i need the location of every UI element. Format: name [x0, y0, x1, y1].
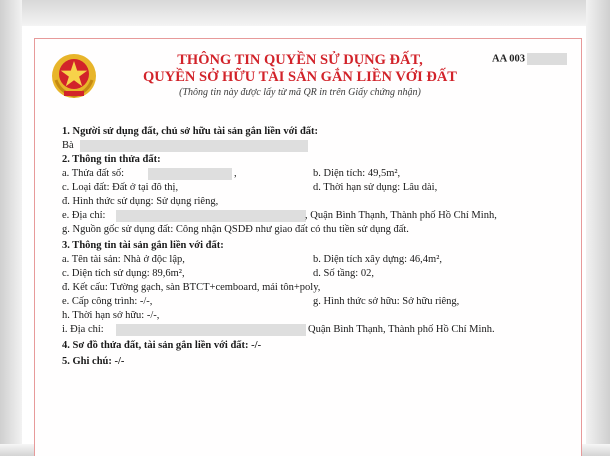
parcel-number-redacted [148, 168, 232, 180]
parcel-number: a. Thửa đất số: [62, 168, 125, 179]
ownership-term: h. Thời hạn sở hữu: -/-, [62, 310, 160, 321]
serial-redacted [527, 53, 567, 65]
parcel-address-redacted [116, 210, 306, 222]
asset-name: a. Tên tài sản: Nhà ở độc lập, [62, 254, 185, 265]
ownership-form: g. Hình thức sở hữu: Sở hữu riêng, [313, 296, 460, 307]
page-shadow-left [0, 0, 22, 456]
parcel-address-label: e. Địa chỉ: [62, 210, 106, 221]
document-title-line1: THÔNG TIN QUYỀN SỬ DỤNG ĐẤT, [177, 52, 423, 68]
vietnam-national-emblem-icon [50, 52, 98, 100]
document-subtitle: (Thông tin này được lấy từ mã QR in trên Giấy chứng nhận) [179, 87, 421, 98]
floor-count: d. Số tầng: 02, [313, 268, 374, 279]
floor-area: c. Diện tích sử dụng: 89,6m², [62, 268, 185, 279]
document-title-line2: QUYỀN SỞ HỮU TÀI SẢN GẮN LIỀN VỚI ĐẤT [143, 69, 457, 85]
section3-heading: 3. Thông tin tài sản gắn liền với đất: [62, 240, 224, 251]
build-area: b. Diện tích xây dựng: 46,4m², [313, 254, 442, 265]
section4-heading: 4. Sơ đồ thửa đất, tài sản gắn liền với đất: -/- [62, 340, 262, 351]
parcel-area: b. Diện tích: 49,5m², [313, 168, 401, 179]
asset-address-redacted [116, 324, 306, 336]
asset-address-district: Quận Bình Thạnh, Thành phố Hồ Chí Minh. [308, 324, 495, 335]
page-shadow-top [0, 0, 610, 26]
building-grade: e. Cấp công trình: -/-, [62, 296, 153, 307]
land-use-term: d. Thời hạn sử dụng: Lâu dài, [313, 182, 438, 193]
usage-form: đ. Hình thức sử dụng: Sử dụng riêng, [62, 196, 219, 207]
land-origin: g. Nguồn gốc sử dụng đất: Công nhận QSDĐ như giao đất có thu tiền sử dụng đất. [62, 224, 409, 235]
structure: đ. Kết cấu: Tường gạch, sàn BTCT+cemboard, mái tôn+poly, [62, 282, 321, 293]
serial-prefix: AA 003 [492, 53, 525, 65]
parcel-number-suffix: , [234, 168, 237, 179]
section1-heading: 1. Người sử dụng đất, chủ sở hữu tài sản gắn liền với đất: [62, 126, 319, 137]
asset-address-label: i. Địa chỉ: [62, 324, 104, 335]
section2-heading: 2. Thông tin thửa đất: [62, 154, 161, 165]
page-shadow-right [586, 0, 610, 456]
owner-prefix: Bà [62, 140, 74, 151]
section5-heading: 5. Ghi chú: -/- [62, 356, 125, 367]
parcel-address-district: , Quận Bình Thạnh, Thành phố Hồ Chí Minh, [305, 210, 497, 221]
land-type: c. Loại đất: Đất ở tại đô thị, [62, 182, 179, 193]
owner-name-redacted [80, 140, 308, 152]
serial-number [492, 53, 567, 65]
